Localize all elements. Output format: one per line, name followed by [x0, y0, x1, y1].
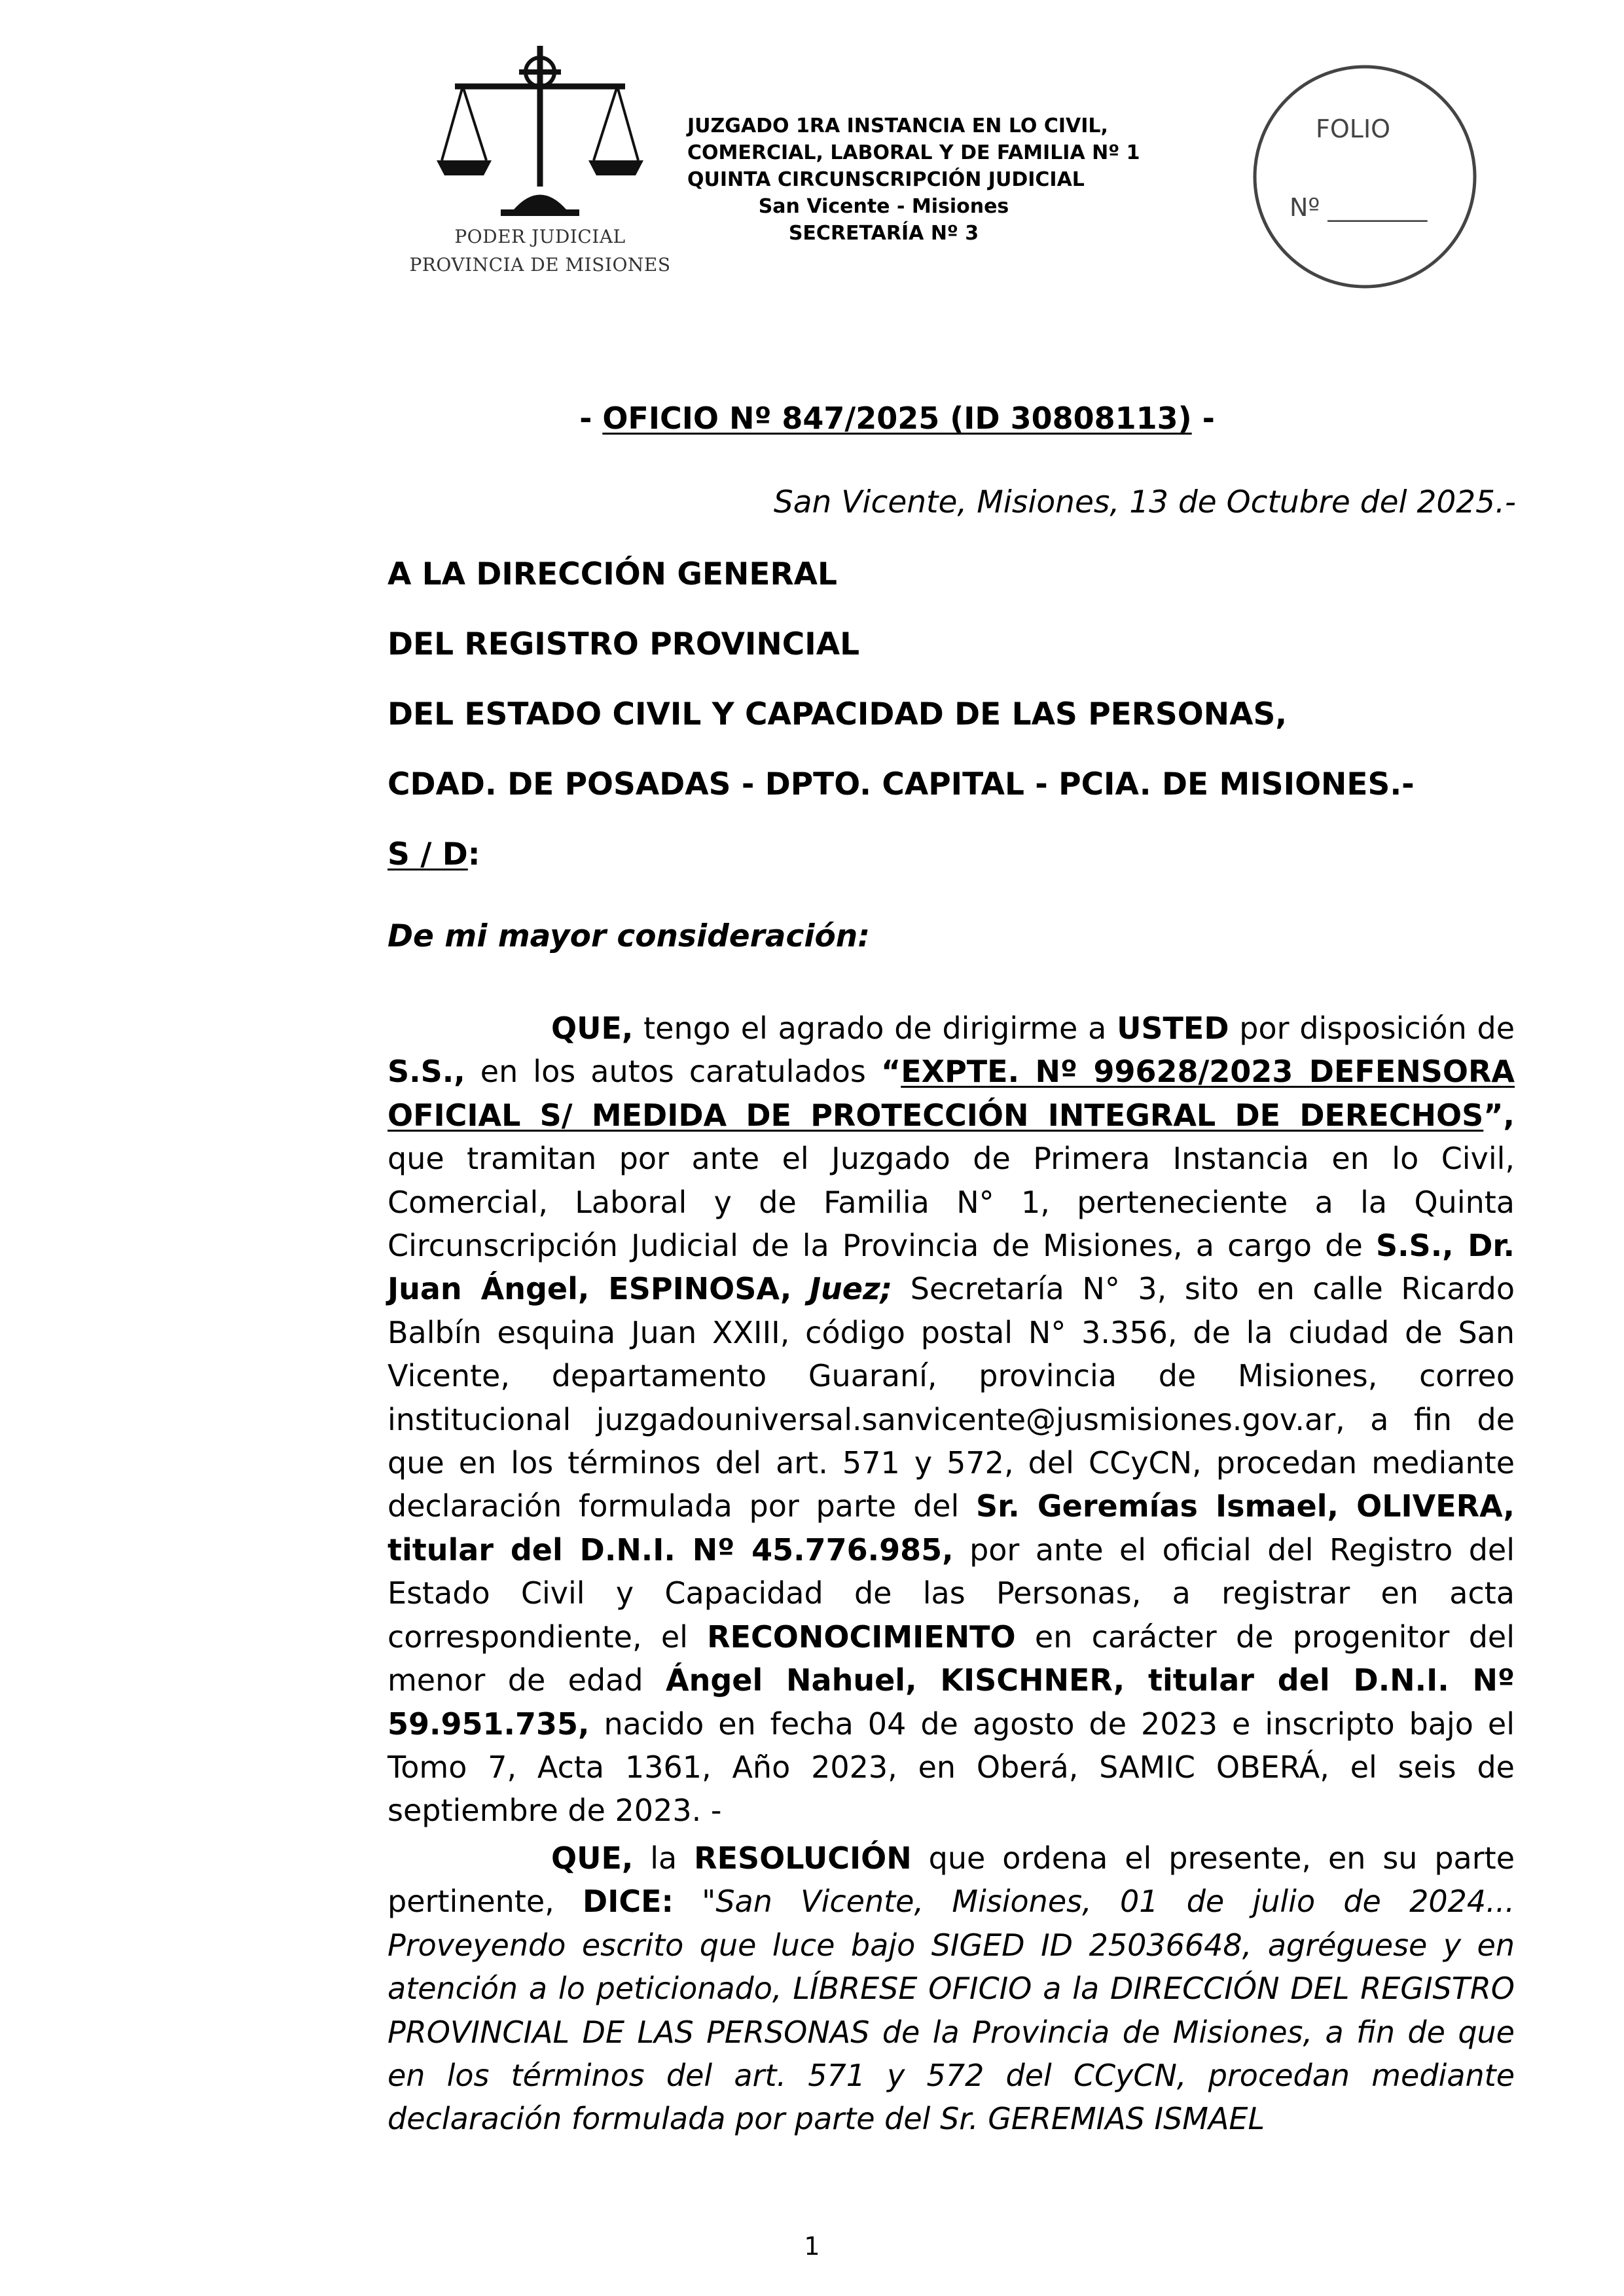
- sd-text: S / D: [388, 836, 468, 872]
- addressee-line: DEL REGISTRO PROVINCIAL: [388, 626, 860, 662]
- oficio-title: [0, 401, 1624, 436]
- court-header-line: COMERCIAL, LABORAL Y DE FAMILIA Nº 1: [687, 141, 1140, 164]
- addressee-line: A LA DIRECCIÓN GENERAL: [388, 556, 837, 592]
- court-header-line: QUINTA CIRCUNSCRIPCIÓN JUDICIAL: [687, 168, 1085, 191]
- body-paragraph-1: [388, 1007, 1515, 1833]
- poder-judicial-emblem: [403, 46, 677, 288]
- quote-open: “: [880, 1054, 901, 1090]
- folio-stamp: [1250, 62, 1479, 291]
- title-prefix: -: [579, 401, 603, 436]
- paragraph-text: tengo el agrado de dirigirme a: [633, 1011, 1117, 1046]
- resolution-quote: San Vicente, Misiones, 01 de julio de 2024... Proveyendo escrito que luce bajo SIGED ID 25036648, agréguese y en atención a lo peticionado, LÍBRESE OFICIO a la DIRECCIÓN DEL REGISTRO PROVINCIAL DE LAS PERSONAS de la Provincia de Misiones, a fin de que en los términos del art. 571 y 572 del CCyCN, procedan mediante declaración formulada por parte del Sr. GEREMIAS ISMAEL: [388, 1884, 1515, 2137]
- emblem-line-1: PODER JUDICIAL: [454, 226, 626, 247]
- court-header-line: JUZGADO 1RA INSTANCIA EN LO CIVIL,: [687, 115, 1108, 137]
- usted-keyword: USTED: [1117, 1011, 1229, 1046]
- paragraph-text: ": [673, 1884, 716, 1920]
- case-title: EXPTE. Nº 99628/2023 DEFENSORA OFICIAL S/ MEDIDA DE PROTECCIÓN INTEGRAL DE DERECHOS: [388, 1054, 1515, 1133]
- paragraph-text: en carácter de progenitor del menor de edad: [388, 1619, 1515, 1698]
- minor-identity: Ángel Nahuel, KISCHNER, titular del D.N.I. Nº 59.951.735,: [388, 1662, 1515, 1742]
- paragraph-text: nacido en fecha 04 de agosto de 2023 e inscripto bajo el Tomo 7, Acta 1361, Año 2023, en Oberá, SAMIC OBERÁ, el seis de septiembre de 2023. -: [388, 1706, 1515, 1829]
- paragraph-text: en los autos caratulados: [465, 1054, 881, 1090]
- court-header: [687, 113, 1140, 247]
- scales-of-justice-icon: [435, 46, 645, 223]
- paragraph-text: Secretaría N° 3, sito en calle Ricardo Balbín esquina Juan XXIII, código postal N° 3.356, de la ciudad de San Vicente, departamento Guaraní, provincia de Misiones, correo institucional juzgadouniversal.sanvicente@jusmisiones.gov.ar, a fin de que en los términos del art. 571 y 572, del CCyCN, procedan mediante declaración formulada por parte del: [388, 1271, 1515, 1524]
- quote-close: ”,: [1483, 1097, 1515, 1133]
- folio-number-label: Nº ________: [1290, 193, 1428, 222]
- que-keyword: QUE,: [551, 1840, 634, 1876]
- dice-keyword: DICE:: [583, 1884, 674, 1920]
- greeting: De mi mayor consideración:: [388, 918, 871, 954]
- paragraph-text: que tramitan por ante el Juzgado de Primera Instancia en lo Civil, Comercial, Laboral y de Familia N° 1, perteneciente a la Quinta Circunscripción Judicial de la Provincia de Misiones, a cargo de: [388, 1141, 1515, 1264]
- paragraph-text: que ordena el presente, en su parte pertinente,: [388, 1840, 1515, 1920]
- addressee-line: DEL ESTADO CIVIL Y CAPACIDAD DE LAS PERSONAS,: [388, 696, 1288, 732]
- paragraph-text: la: [633, 1840, 695, 1876]
- oficio-number: OFICIO Nº 847/2025 (ID 30808113): [602, 401, 1192, 436]
- ss-keyword: S.S.,: [388, 1054, 465, 1090]
- paragraph-text: por disposición de: [1229, 1011, 1515, 1046]
- judge-title: Juez;: [809, 1271, 893, 1307]
- que-keyword: QUE,: [551, 1011, 634, 1046]
- paragraph-text: por ante el oficial del Registro del Estado Civil y Capacidad de las Personas, a registrar en acta correspondiente, el: [388, 1532, 1515, 1655]
- salutation-sd: [388, 836, 480, 872]
- reconocimiento-keyword: RECONOCIMIENTO: [707, 1619, 1016, 1655]
- sd-suffix: :: [467, 836, 480, 872]
- page-number: 1: [804, 2232, 820, 2261]
- folio-circle-icon: [1250, 62, 1479, 291]
- court-header-line: San Vicente - Misiones: [758, 195, 1009, 218]
- emblem-line-2: PROVINCIA DE MISIONES: [409, 254, 671, 276]
- resolucion-keyword: RESOLUCIÓN: [694, 1840, 912, 1876]
- title-suffix: -: [1191, 401, 1215, 436]
- date-line: San Vicente, Misiones, 13 de Octubre del 2025.-: [773, 484, 1516, 520]
- court-header-line: SECRETARÍA Nº 3: [788, 222, 979, 245]
- body-paragraph-2: [388, 1837, 1515, 2141]
- declarant-identity: Sr. Geremías Ismael, OLIVERA, titular del D.N.I. Nº 45.776.985,: [388, 1488, 1515, 1568]
- folio-label: FOLIO: [1316, 115, 1391, 143]
- judge-name: S.S., Dr. Juan Ángel, ESPINOSA,: [388, 1228, 1515, 1307]
- addressee-line: CDAD. DE POSADAS - DPTO. CAPITAL - PCIA. DE MISIONES.-: [388, 766, 1415, 802]
